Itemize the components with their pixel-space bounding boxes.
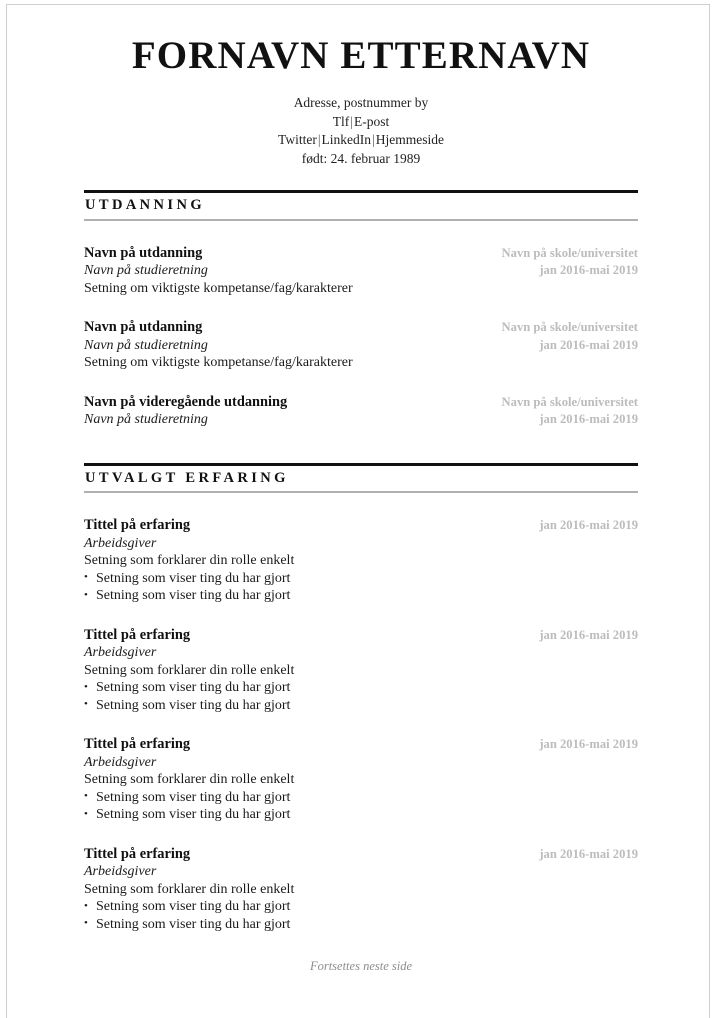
entry-meta — [525, 846, 638, 864]
entry-dates: jan 2016-mai 2019 — [539, 737, 638, 752]
entry-subtitle: Arbeidsgiver — [84, 864, 157, 880]
education-entry — [84, 394, 638, 429]
cv-header — [84, 5, 638, 168]
section-title-experience: UTVALGT ERFARING — [85, 469, 289, 486]
entry-row — [84, 736, 638, 824]
entry-meta — [525, 517, 638, 535]
entry-row — [84, 319, 638, 372]
entry-left — [84, 394, 488, 429]
section-rule-bottom — [84, 219, 638, 221]
entry-institution: Navn på skole/universitet — [501, 320, 638, 335]
entry-subtitle: Navn på studieretning — [84, 263, 208, 279]
entry-dates: jan 2016-mai 2019 — [539, 627, 638, 642]
entry-left — [84, 627, 525, 715]
entry-description: Setning som forklarer din rolle enkelt — [84, 553, 295, 569]
contact-separator: | — [350, 113, 353, 129]
entry-subtitle: Navn på studieretning — [84, 337, 208, 353]
page-title: FORNAVN ETTERNAVN — [131, 34, 591, 77]
entry-title: Tittel på erfaring — [84, 626, 191, 643]
entry-row — [84, 846, 638, 934]
entry-description: Setning som forklarer din rolle enkelt — [84, 772, 295, 788]
cv-page — [6, 4, 710, 1018]
entry-row — [84, 394, 638, 429]
entry-institution: Navn på skole/universitet — [501, 394, 638, 409]
contact-email-label: E-post — [353, 113, 390, 129]
experience-entry — [84, 627, 638, 715]
page-content — [7, 5, 709, 1018]
contact-social — [84, 131, 638, 150]
section-education — [84, 190, 638, 429]
entry-bullet: • Setning som viser ting du har gjort — [84, 587, 525, 605]
entry-dates: jan 2016-mai 2019 — [539, 412, 638, 427]
entry-bullet: • Setning som viser ting du har gjort — [84, 697, 525, 715]
entry-title: Navn på videregående utdanning — [84, 393, 288, 410]
entry-subtitle: Arbeidsgiver — [84, 645, 157, 661]
contact-phone-label: Tlf — [332, 113, 350, 129]
entry-bullet: • Setning som viser ting du har gjort — [84, 570, 525, 588]
education-entry — [84, 245, 638, 298]
entry-title: Tittel på erfaring — [84, 845, 191, 862]
page-footer: Fortsettes neste side — [309, 959, 413, 974]
entry-row — [84, 517, 638, 605]
entry-description: Setning som forklarer din rolle enkelt — [84, 662, 295, 678]
entry-bullet: • Setning som viser ting du har gjort — [84, 806, 525, 824]
section-rule-bottom — [84, 491, 638, 493]
contact-birthdate: født: 24. februar 1989 — [301, 150, 421, 166]
entry-bullet: • Setning som viser ting du har gjort — [84, 679, 525, 697]
experience-entry-list — [84, 517, 638, 933]
section-experience — [84, 463, 638, 934]
entry-bullet: • Setning som viser ting du har gjort — [84, 789, 525, 807]
entry-bullet-list — [84, 679, 525, 714]
entry-left — [84, 245, 488, 298]
entry-description: Setning som forklarer din rolle enkelt — [84, 881, 295, 897]
entry-meta — [488, 394, 638, 429]
contact-address: Adresse, postnummer by — [293, 95, 429, 111]
entry-meta — [488, 245, 638, 280]
entry-left — [84, 517, 525, 605]
contact-separator: | — [372, 132, 375, 148]
education-entry — [84, 319, 638, 372]
entry-meta — [525, 736, 638, 754]
contact-block — [84, 94, 638, 168]
entry-description: Setning om viktigste kompetanse/fag/karakterer — [84, 355, 353, 371]
entry-title: Tittel på erfaring — [84, 517, 191, 534]
section-title-education: UTDANNING — [85, 197, 206, 214]
entry-bullet: • Setning som viser ting du har gjort — [84, 916, 525, 934]
experience-entry — [84, 517, 638, 605]
entry-title: Tittel på erfaring — [84, 736, 191, 753]
entry-bullet-list — [84, 898, 525, 933]
contact-twitter-label[interactable]: Twitter — [278, 132, 317, 148]
entry-meta — [525, 627, 638, 645]
entry-subtitle: Arbeidsgiver — [84, 754, 157, 770]
entry-left — [84, 846, 525, 934]
entry-title: Navn på utdanning — [84, 319, 203, 336]
entry-meta — [488, 319, 638, 354]
entry-left — [84, 319, 488, 372]
entry-subtitle: Arbeidsgiver — [84, 535, 157, 551]
entry-left — [84, 736, 525, 824]
contact-separator: | — [317, 132, 321, 148]
entry-row — [84, 245, 638, 298]
entry-title: Navn på utdanning — [84, 244, 203, 261]
entry-bullet-list — [84, 570, 525, 605]
education-entry-list — [84, 245, 638, 429]
entry-bullet: • Setning som viser ting du har gjort — [84, 898, 525, 916]
contact-website-label[interactable]: Hjemmeside — [375, 132, 444, 148]
entry-institution: Navn på skole/universitet — [501, 245, 638, 260]
contact-linkedin-label[interactable]: LinkedIn — [321, 132, 372, 148]
entry-dates: jan 2016-mai 2019 — [539, 518, 638, 533]
entry-description: Setning om viktigste kompetanse/fag/karakterer — [84, 280, 353, 296]
entry-dates: jan 2016-mai 2019 — [539, 337, 638, 352]
experience-entry — [84, 846, 638, 934]
experience-entry — [84, 736, 638, 824]
contact-phone-email — [84, 113, 638, 132]
entry-bullet-list — [84, 789, 525, 824]
entry-subtitle: Navn på studieretning — [84, 412, 208, 428]
entry-dates: jan 2016-mai 2019 — [539, 846, 638, 861]
entry-dates: jan 2016-mai 2019 — [539, 263, 638, 278]
entry-row — [84, 627, 638, 715]
